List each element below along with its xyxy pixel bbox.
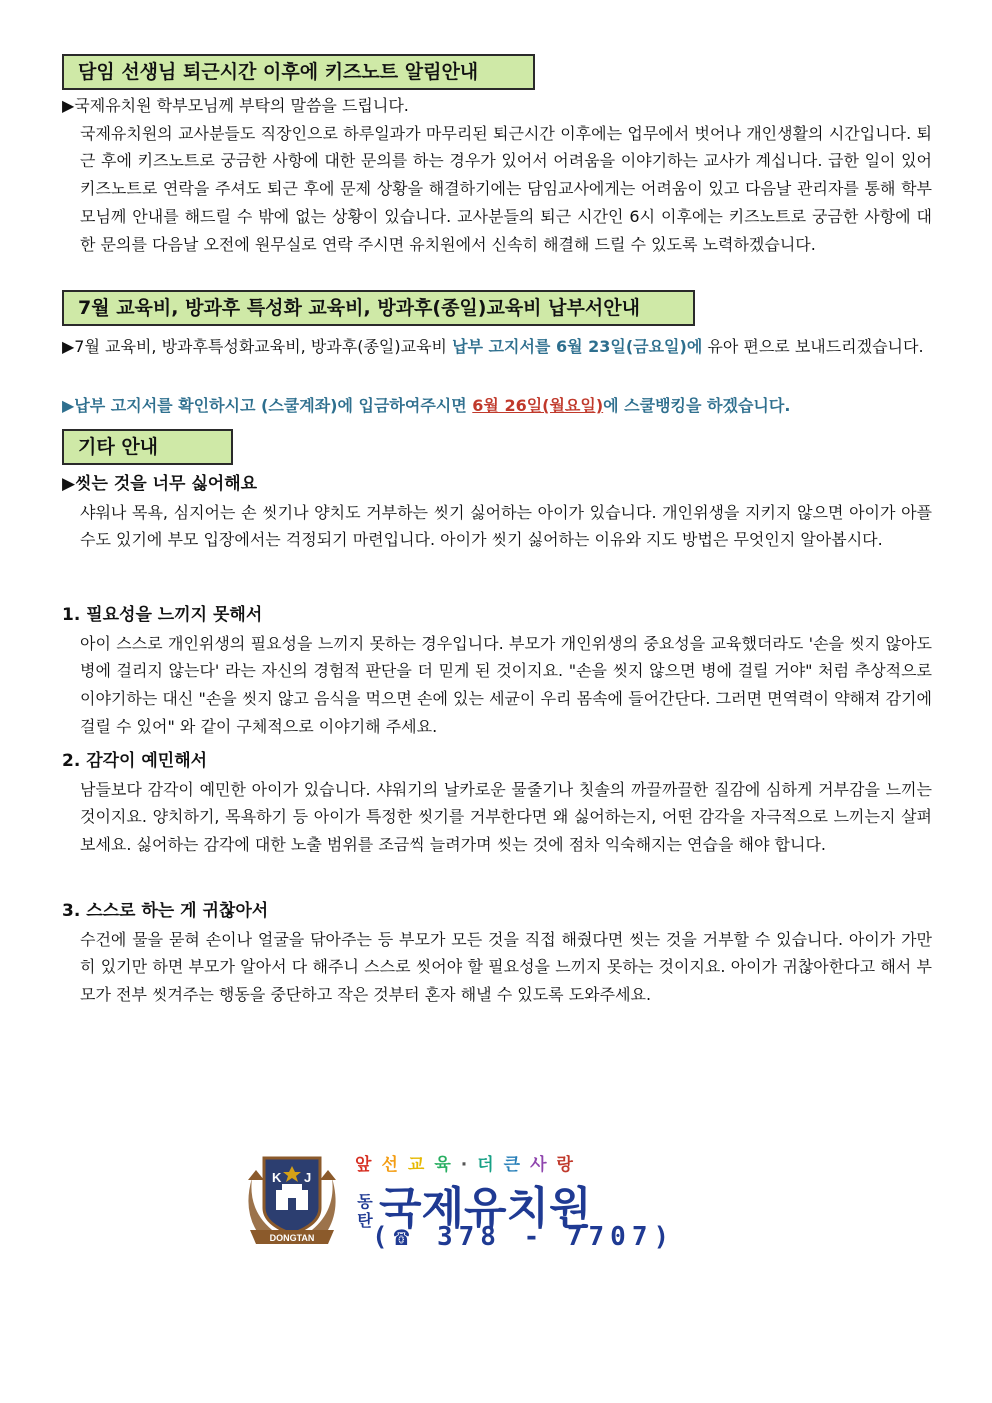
tuition-banking-date: 6월 26일(월요일): [472, 396, 604, 415]
emblem-letter-j: J: [304, 1170, 312, 1185]
section-title: 3. 스스로 하는 게 귀찮아서: [62, 901, 269, 921]
heading-tuition-bill: 7월 교육비, 방과후 특성화 교육비, 방과후(종일)교육비 납부서안내: [62, 290, 695, 326]
tuition-line1-suffix: 유아 편으로 보내드리겠습니다.: [702, 337, 924, 356]
section-title: 2. 감각이 예민해서: [62, 751, 208, 771]
washing-intro-body: 샤워나 목욕, 심지어는 손 씻기나 양치도 거부하는 씻기 싫어하는 아이가 있습니다. 개인위생을 지키지 않으면 아이가 아플 수도 있기에 부모 입장에서는 걱정되기 마련입니다. 아이가 씻기 싫어하는 이유와 지도 방법은 무엇인지 알아봅시다.: [80, 502, 932, 550]
tuition-date-highlight: 납부 고지서를 6월 23일(금요일)에: [452, 337, 703, 356]
prefix-bottom: 탄: [357, 1211, 373, 1230]
slogan-char: 육: [434, 1155, 461, 1175]
prefix-top: 동: [357, 1192, 373, 1211]
slogan-char: ·: [460, 1155, 478, 1175]
heading-other-info: 기타 안내: [62, 429, 233, 465]
slogan-char: 앞: [355, 1155, 382, 1175]
tuition-line2-prefix: ▶납부 고지서를 확인하시고 (스쿨계좌)에 입금하여주시면: [62, 396, 473, 415]
section-sensitive: [62, 748, 932, 859]
section-bother: [62, 898, 932, 1009]
section-body: 남들보다 감각이 예민한 아이가 있습니다. 샤워기의 날카로운 물줄기나 칫솔의 까끌까끌한 질감에 심하게 거부감을 느끼는 것이지요. 양치하기, 목욕하기 등 아이가 특정한 씻기를 거부한다면 왜 싫어하는지, 어떤 감각을 자극적으로 느끼는지 살펴보세요. 싫어하는 감각에 대한 노출 범위를 조금씩 늘려가며 씻는 것에 점차 익숙해지는 연습을 해야 합니다.: [80, 779, 932, 855]
section-title: 1. 필요성을 느끼지 못해서: [62, 605, 263, 625]
paragraph-lead: ▶국제유치원 학부모님께 부탁의 말씀을 드립니다.: [62, 96, 409, 115]
kindergarten-emblem-icon: [242, 1150, 342, 1250]
tuition-line2-suffix: 에 스쿨뱅킹을 하겠습니다.: [603, 396, 791, 415]
paragraph-washing-intro: [62, 471, 932, 554]
paragraph-body: 국제유치원의 교사분들도 직장인으로 하루일과가 마무리된 퇴근시간 이후에는 업무에서 벗어나 개인생활의 시간입니다. 퇴근 후에 키즈노트로 궁금한 사항에 대한 문의를 하는 경우가 있어서 어려움을 이야기하는 교사가 계십니다. 급한 일이 있어 키즈노트로 연락을 주셔도 퇴근 후에 문제 상황을 해결하기에는 담임교사에게는 어려움이 있고 다음날 관리자를 통해 학부모님께 안내를 해드릴 수 밖에 없는 상황이 있습니다. 교사분들의 퇴근 시간인 6시 이후에는 키즈노트로 궁금한 사항에 대한 문의를 다음날 오전에 원무실로 연락 주시면 유치원에서 신속히 해결해 드릴 수 있도록 노력하겠습니다.: [80, 123, 932, 254]
kindergarten-name-text: 국제유치원: [379, 1183, 592, 1234]
tuition-line1-prefix: ▶7월 교육비, 방과후특성화교육비, 방과후(종일)교육비: [62, 337, 453, 356]
section-need: [62, 602, 932, 741]
slogan-char: 더: [477, 1155, 504, 1175]
slogan-char: 큰: [503, 1155, 531, 1175]
slogan-char: 선: [381, 1155, 408, 1175]
washing-lead: ▶씻는 것을 너무 싫어해요: [62, 474, 258, 494]
paragraph-tuition-line1: [62, 333, 932, 361]
emblem-ribbon-text: DONGTAN: [269, 1233, 315, 1243]
paragraph-teacher-hours: [62, 92, 932, 258]
section-body: 수건에 물을 묻혀 손이나 얼굴을 닦아주는 등 부모가 모든 것을 직접 해줬다면 씻는 것을 거부할 수 있습니다. 아이가 가만히 있기만 하면 부모가 알아서 다 해주니 스스로 씻어야 할 필요성을 느끼지 못하는 것이지요. 아이가 귀찮아한다고 해서 부모가 전부 씻겨주는 행동을 중단하고 작은 것부터 혼자 해낼 수 있도록 도와주세요.: [80, 929, 932, 1005]
emblem-letter-k: K: [272, 1170, 282, 1185]
slogan-char: 교: [407, 1155, 435, 1175]
section-body: 아이 스스로 개인위생의 필요성을 느끼지 못하는 경우입니다. 부모가 개인위생의 중요성을 교육했더라도 '손을 씻지 않아도 병에 걸리지 않는다' 라는 자신의 경험적 판단을 더 믿게 된 것이지요. "손을 씻지 않으면 병에 걸릴 거야" 처럼 추상적으로 이야기하는 대신 "손을 씻지 않고 음식을 먹으면 손에 있는 세균이 우리 몸속에 들어간단다. 그러면 면역력이 약해져 감기에 걸릴 수 있어" 와 같이 구체적으로 이야기해 주세요.: [80, 633, 932, 736]
slogan-char: 랑: [556, 1155, 583, 1175]
heading-teacher-hours: 담임 선생님 퇴근시간 이후에 키즈노트 알림안내: [62, 54, 535, 90]
slogan-char: 사: [530, 1155, 557, 1175]
paragraph-tuition-line2: [62, 392, 932, 420]
kindergarten-phone: (☎ 378 - 7707): [372, 1222, 676, 1252]
tuition-line1-highlight: [452, 337, 702, 356]
